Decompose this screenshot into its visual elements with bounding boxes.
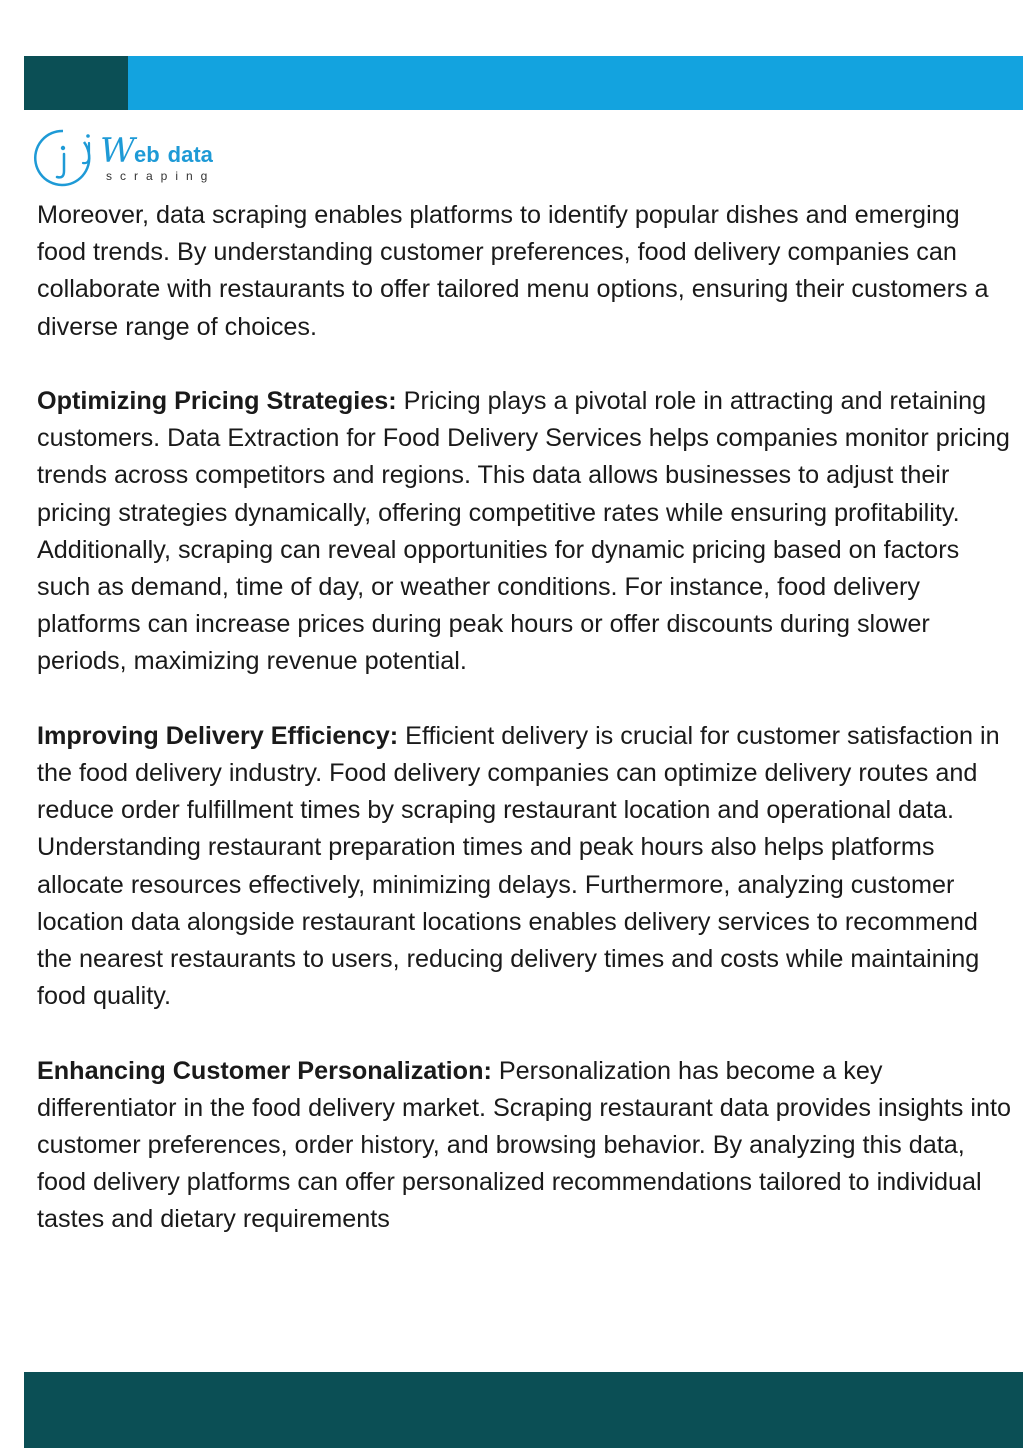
paragraph-heading: Enhancing Customer Personalization: — [37, 1056, 492, 1085]
paragraph-text: Moreover, data scraping enables platforms to identify popular dishes and emerging food trends. By understanding customer preferences, food delivery companies can collaborate with restaurants to offer tailored menu options, ensuring their customers a diverse range of choices. — [37, 201, 989, 341]
logo-j-circle-icon — [32, 127, 94, 189]
header-banner — [24, 56, 1023, 110]
paragraph-pricing — [37, 383, 1012, 681]
logo-word-w: W — [100, 131, 134, 171]
paragraph-text: Pricing plays a pivotal role in attracting and retaining customers. Data Extraction for Food Delivery Services helps companies monitor pricing trends across competitors and regions. This data allows businesses to adjust their pricing strategies dynamically, offering competitive rates while ensuring profitability. Additionally, scraping can reveal opportunities for dynamic pricing based on factors such as demand, time of day, or weather conditions. For instance, food delivery platforms can increase prices during peak hours or offer discounts during slower periods, maximizing revenue potential. — [37, 387, 1010, 676]
paragraph-intro — [37, 197, 1012, 346]
paragraph-heading: Improving Delivery Efficiency: — [37, 721, 399, 750]
article-body — [37, 197, 1012, 1276]
logo-wordmark — [100, 131, 216, 183]
paragraph-heading: Optimizing Pricing Strategies: — [37, 387, 397, 415]
brand-logo — [32, 126, 215, 190]
header-banner-light-block — [128, 56, 1023, 110]
paragraph-text: Personalization has become a key differentiator in the food delivery market. Scraping restaurant data provides insights into customer preferences, order history, and browsing behavior. By analyzing this data, food delivery platforms can offer personalized recommendations tailored to individual tastes and dietary requirements — [37, 1056, 1011, 1234]
paragraph-personalization — [37, 1053, 1012, 1239]
logo-word-data: data — [167, 142, 213, 167]
logo-word-eb: eb — [133, 142, 160, 167]
logo-subtitle: scraping — [106, 169, 216, 183]
paragraph-delivery — [37, 718, 1012, 1016]
footer-banner — [24, 1372, 1023, 1448]
paragraph-text: Efficient delivery is crucial for customer satisfaction in the food delivery industry. Food delivery companies can optimize delivery routes and reduce order fulfillment times by scraping restaurant location and operational data. Understanding restaurant preparation times and peak hours also helps platforms allocate resources effectively, minimizing delays. Furthermore, analyzing customer location data alongside restaurant locations enables delivery services to recommend the nearest restaurants to users, reducing delivery times and costs while maintaining food quality. — [37, 721, 1000, 1011]
header-banner-dark-block — [24, 56, 128, 110]
